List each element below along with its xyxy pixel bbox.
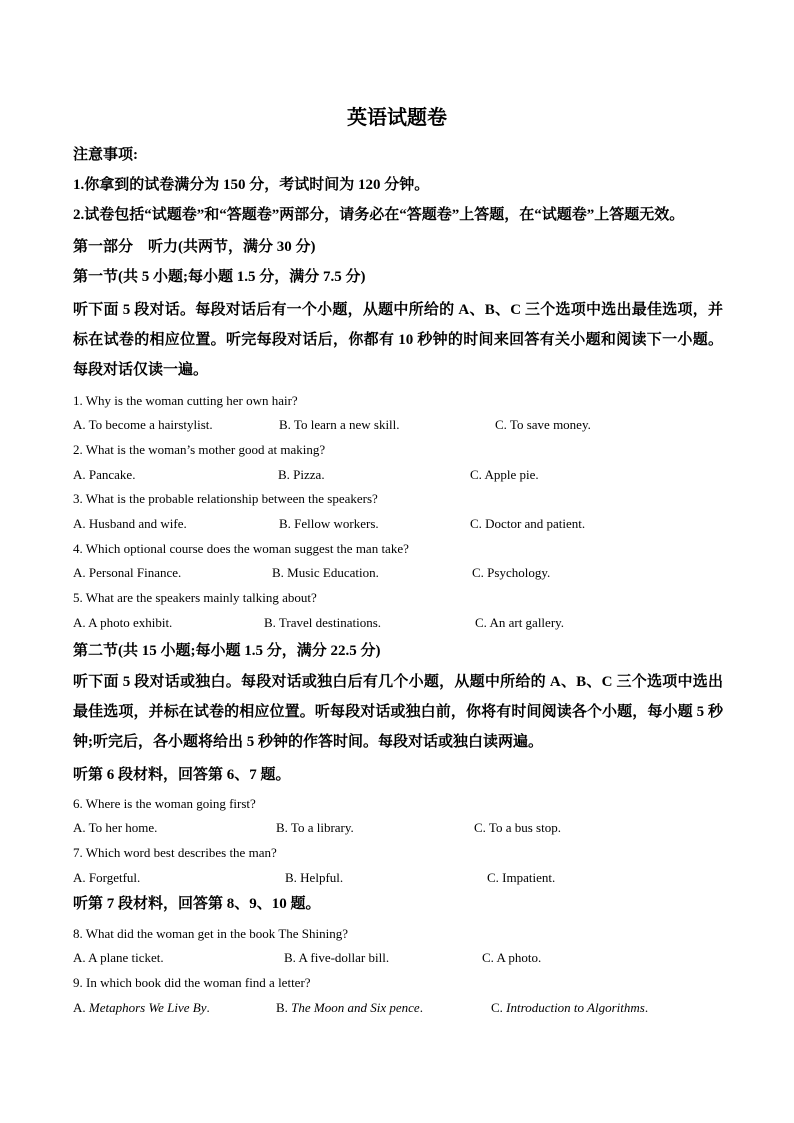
q8-option-b: B. A five-dollar bill. (284, 950, 390, 965)
section2-heading: 第二节(共 15 小题;每小题 1.5 分，满分 22.5 分) (73, 643, 381, 659)
q6-option-a: A. To her home. (73, 820, 158, 835)
section1-instructions: 听下面 5 段对话。每段对话后有一个小题，从题中所给的 A、B、C 三个选项中选出最佳选项，并标在试卷的相应位置。听完每段对话后，你都有 10 秒钟的时间来回答有关小题和阅读下一小题。每段对话仅读一遍。 (73, 302, 723, 378)
q2-option-b: B. Pizza. (278, 467, 325, 482)
q9-option-a-title: Metaphors We Live By (88, 1000, 207, 1015)
q9-option-a-suffix: . (206, 1000, 210, 1015)
q9-option-c-title: Introduction to Algorithms (506, 1000, 645, 1015)
q9-option-c (491, 999, 648, 1017)
q9-option-a-prefix: A. (73, 1000, 89, 1015)
q9-option-b-title: The Moon and Six pence (291, 1000, 420, 1015)
section2-instructions: 听下面 5 段对话或独白。每段对话或独白后有几个小题，从题中所给的 A、B、C 三个选项中选出最佳选项，并标在试卷的相应位置。听每段对话或独白前，你将有时间阅读各个小题，每小题 5 秒钟;听完后，各小题将给出 5 秒钟的作答时间。每段对话或独白读两遍。 (73, 674, 723, 750)
q5-option-c: C. An art gallery. (475, 615, 565, 630)
question-8: 8. What did the woman get in the book The Shining? (73, 926, 349, 941)
question-7: 7. Which word best describes the man? (73, 845, 277, 860)
q9-option-b-suffix: . (419, 1000, 423, 1015)
page-title: 英语试题卷 (347, 107, 447, 129)
q6-option-c: C. To a bus stop. (474, 820, 561, 835)
notes-heading: 注意事项: (73, 147, 138, 163)
q8-option-c: C. A photo. (482, 950, 542, 965)
section1-heading: 第一节(共 5 小题;每小题 1.5 分，满分 7.5 分) (73, 269, 366, 285)
q7-option-a: A. Forgetful. (73, 870, 141, 885)
q1-option-a: A. To become a hairstylist. (73, 417, 213, 432)
question-4: 4. Which optional course does the woman suggest the man take? (73, 541, 409, 556)
note-item-2: 2.试卷包括“试题卷”和“答题卷”两部分，请务必在“答题卷”上答题，在“试题卷”上答题无效。 (73, 207, 685, 223)
note-item-1: 1.你拿到的试卷满分为 150 分，考试时间为 120 分钟。 (73, 177, 430, 193)
q5-option-a: A. A photo exhibit. (73, 615, 173, 630)
q9-option-c-suffix: . (644, 1000, 649, 1015)
q3-option-c: C. Doctor and patient. (470, 516, 586, 531)
q7-option-c: C. Impatient. (487, 870, 556, 885)
material-7-heading: 听第 7 段材料，回答第 8、9、10 题。 (73, 896, 321, 912)
q4-option-a: A. Personal Finance. (73, 565, 182, 580)
q4-option-b: B. Music Education. (272, 565, 379, 580)
q4-option-c: C. Psychology. (472, 565, 551, 580)
q5-option-b: B. Travel destinations. (264, 615, 382, 630)
question-3: 3. What is the probable relationship between the speakers? (73, 491, 378, 506)
q1-option-b: B. To learn a new skill. (279, 417, 400, 432)
q3-option-b: B. Fellow workers. (279, 516, 379, 531)
q7-option-b: B. Helpful. (285, 870, 344, 885)
question-2: 2. What is the woman’s mother good at making? (73, 442, 326, 457)
q2-option-a: A. Pancake. (73, 467, 136, 482)
part1-heading: 第一部分 听力(共两节，满分 30 分) (73, 239, 316, 255)
question-9: 9. In which book did the woman find a letter? (73, 975, 311, 990)
question-6: 6. Where is the woman going first? (73, 796, 256, 811)
q6-option-b: B. To a library. (276, 820, 354, 835)
q9-option-b (276, 999, 423, 1017)
question-5: 5. What are the speakers mainly talking about? (73, 590, 317, 605)
q3-option-a: A. Husband and wife. (73, 516, 187, 531)
q9-option-c-prefix: C. (491, 1000, 507, 1015)
q2-option-c: C. Apple pie. (470, 467, 539, 482)
q9-option-a (73, 999, 210, 1017)
question-1: 1. Why is the woman cutting her own hair? (73, 393, 298, 408)
q1-option-c: C. To save money. (495, 417, 591, 432)
material-6-heading: 听第 6 段材料，回答第 6、7 题。 (73, 767, 291, 783)
q8-option-a: A. A plane ticket. (73, 950, 164, 965)
q9-option-b-prefix: B. (276, 1000, 292, 1015)
